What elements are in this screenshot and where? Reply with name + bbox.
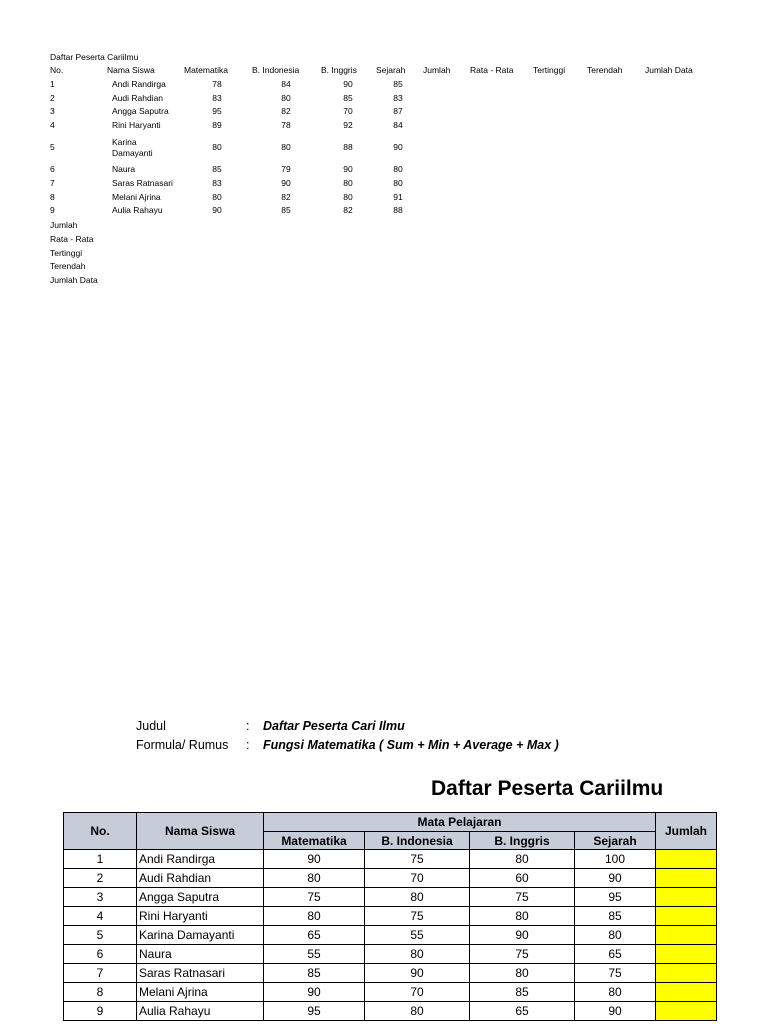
table-row [0, 93, 768, 106]
table-row [64, 945, 717, 964]
cell-name[interactable]: Saras Ratnasari [137, 964, 264, 983]
judul-value: Daftar Peserta Cari Ilmu [263, 719, 405, 733]
header-matematika: Matematika [184, 65, 228, 75]
rumus-value: Fungsi Matematika ( Sum + Min + Average + Max ) [263, 738, 559, 752]
cell-no: 3 [50, 106, 55, 116]
cell-b-inggris[interactable]: 90 [470, 926, 575, 945]
header-jumlah-data: Jumlah Data [645, 65, 693, 75]
cell-b-indonesia[interactable]: 70 [365, 869, 470, 888]
cell-no[interactable]: 4 [64, 907, 137, 926]
cell-jumlah[interactable] [656, 1002, 717, 1021]
top-sheet-header-row [0, 65, 768, 78]
cell-name[interactable]: Rini Haryanti [137, 907, 264, 926]
cell-sejarah: 85 [393, 79, 403, 89]
cell-b-indonesia[interactable]: 80 [365, 945, 470, 964]
judul-line [136, 719, 736, 735]
cell-sejarah: 80 [393, 164, 403, 174]
cell-no[interactable]: 1 [64, 850, 137, 869]
cell-jumlah[interactable] [656, 869, 717, 888]
cell-jumlah[interactable] [656, 907, 717, 926]
cell-b-indonesia: 79 [281, 164, 291, 174]
cell-b-inggris: 85 [343, 93, 353, 103]
cell-b-indonesia[interactable]: 55 [365, 926, 470, 945]
cell-matematika[interactable]: 95 [264, 1002, 365, 1021]
cell-b-inggris: 90 [343, 164, 353, 174]
cell-no: 2 [50, 93, 55, 103]
student-score-table [63, 812, 717, 1021]
cell-b-inggris[interactable]: 80 [470, 964, 575, 983]
cell-matematika: 83 [212, 178, 222, 188]
header-b-indonesia: B. Indonesia [252, 65, 300, 75]
cell-matematika[interactable]: 65 [264, 926, 365, 945]
header-jumlah: Jumlah [423, 65, 451, 75]
cell-jumlah[interactable] [656, 850, 717, 869]
table-row [64, 869, 717, 888]
rumus-label: Formula/ Rumus [136, 738, 229, 752]
cell-matematika[interactable]: 75 [264, 888, 365, 907]
cell-b-indonesia: 78 [281, 120, 291, 130]
top-sheet-title: Daftar Peserta Cariilmu [50, 52, 139, 62]
cell-no[interactable]: 5 [64, 926, 137, 945]
cell-sejarah: 91 [393, 192, 403, 202]
cell-b-indonesia: 85 [281, 205, 291, 215]
cell-b-inggris: 70 [343, 106, 353, 116]
cell-name: Rini Haryanti [112, 120, 161, 130]
cell-sejarah[interactable]: 90 [575, 869, 656, 888]
cell-matematika: 80 [212, 142, 222, 152]
cell-name: Karina Damayanti [112, 137, 153, 158]
footer-jumlah: Jumlah [50, 220, 78, 230]
col-header-no: No. [64, 813, 137, 850]
cell-matematika[interactable]: 90 [264, 850, 365, 869]
rumus-line [136, 738, 736, 754]
col-header-b-indonesia: B. Indonesia [365, 832, 470, 850]
cell-no: 1 [50, 79, 55, 89]
table-row [0, 79, 768, 92]
cell-name: Naura [112, 164, 136, 174]
cell-sejarah: 87 [393, 106, 403, 116]
cell-no: 9 [50, 205, 55, 215]
cell-sejarah[interactable]: 65 [575, 945, 656, 964]
cell-name: Angga Saputra [112, 106, 169, 116]
table-row [0, 205, 768, 218]
cell-name[interactable]: Andi Randirga [137, 850, 264, 869]
cell-jumlah[interactable] [656, 926, 717, 945]
cell-sejarah[interactable]: 80 [575, 983, 656, 1002]
header-no: No. [50, 65, 64, 75]
cell-name: Aulia Rahayu [112, 205, 163, 215]
cell-matematika[interactable]: 80 [264, 869, 365, 888]
cell-jumlah[interactable] [656, 945, 717, 964]
table-row [0, 137, 768, 159]
cell-name: Melani Ajrina [112, 192, 161, 202]
cell-sejarah: 80 [393, 178, 403, 188]
cell-b-indonesia[interactable]: 90 [365, 964, 470, 983]
rumus-colon: : [246, 738, 250, 752]
cell-no[interactable]: 2 [64, 869, 137, 888]
table-row [64, 983, 717, 1002]
cell-sejarah[interactable]: 90 [575, 1002, 656, 1021]
cell-b-inggris[interactable]: 75 [470, 888, 575, 907]
cell-name: Audi Rahdian [112, 93, 164, 103]
cell-b-indonesia: 82 [281, 106, 291, 116]
cell-sejarah: 88 [393, 205, 403, 215]
cell-name[interactable]: Karina Damayanti [137, 926, 264, 945]
cell-jumlah[interactable] [656, 888, 717, 907]
cell-no[interactable]: 3 [64, 888, 137, 907]
cell-b-indonesia[interactable]: 75 [365, 850, 470, 869]
cell-matematika: 83 [212, 93, 222, 103]
cell-matematika: 78 [212, 79, 222, 89]
cell-name[interactable]: Angga Saputra [137, 888, 264, 907]
footer-jumlah-data: Jumlah Data [50, 275, 98, 285]
table-row [64, 1002, 717, 1021]
cell-b-indonesia: 80 [281, 142, 291, 152]
cell-no: 4 [50, 120, 55, 130]
header-rata-rata: Rata - Rata [470, 65, 514, 75]
cell-matematika[interactable]: 90 [264, 983, 365, 1002]
cell-b-inggris[interactable]: 75 [470, 945, 575, 964]
table-row [0, 120, 768, 133]
cell-b-inggris[interactable]: 60 [470, 869, 575, 888]
cell-b-indonesia[interactable]: 70 [365, 983, 470, 1002]
footer-tertinggi: Tertinggi [50, 248, 83, 258]
table-row [0, 178, 768, 191]
cell-no[interactable]: 9 [64, 1002, 137, 1021]
cell-matematika[interactable]: 85 [264, 964, 365, 983]
cell-b-indonesia[interactable]: 75 [365, 907, 470, 926]
cell-name[interactable]: Aulia Rahayu [137, 1002, 264, 1021]
cell-b-indonesia[interactable]: 80 [365, 888, 470, 907]
cell-b-inggris[interactable]: 65 [470, 1002, 575, 1021]
footer-rata-rata: Rata - Rata [50, 234, 94, 244]
cell-no: 6 [50, 164, 55, 174]
table-row [64, 888, 717, 907]
cell-matematika: 90 [212, 205, 222, 215]
cell-matematika: 89 [212, 120, 222, 130]
cell-matematika[interactable]: 55 [264, 945, 365, 964]
cell-matematika[interactable]: 80 [264, 907, 365, 926]
cell-name[interactable]: Melani Ajrina [137, 983, 264, 1002]
cell-sejarah[interactable]: 85 [575, 907, 656, 926]
cell-b-indonesia: 90 [281, 178, 291, 188]
judul-label: Judul [136, 719, 166, 733]
cell-name: Andi Randirga [112, 79, 166, 89]
cell-sejarah[interactable]: 95 [575, 888, 656, 907]
cell-sejarah: 83 [393, 93, 403, 103]
header-terendah: Terendah [587, 65, 623, 75]
cell-no: 5 [50, 142, 55, 152]
col-header-jumlah: Jumlah [656, 813, 717, 850]
cell-b-inggris[interactable]: 80 [470, 907, 575, 926]
cell-b-inggris: 90 [343, 79, 353, 89]
table-row [64, 850, 717, 869]
col-header-matematika: Matematika [264, 832, 365, 850]
header-sejarah: Sejarah [376, 65, 406, 75]
cell-b-indonesia: 84 [281, 79, 291, 89]
cell-b-inggris: 92 [343, 120, 353, 130]
footer-terendah: Terendah [50, 261, 86, 271]
cell-no: 8 [50, 192, 55, 202]
main-table-title: Daftar Peserta Cariilmu [431, 777, 664, 800]
cell-sejarah[interactable]: 75 [575, 964, 656, 983]
cell-jumlah[interactable] [656, 983, 717, 1002]
col-header-name: Nama Siswa [137, 813, 264, 850]
cell-b-inggris: 80 [343, 192, 353, 202]
cell-name: Saras Ratnasari [112, 178, 173, 188]
header-b-inggris: B. Inggris [321, 65, 357, 75]
cell-sejarah[interactable]: 100 [575, 850, 656, 869]
table-row [0, 106, 768, 119]
cell-sejarah: 90 [393, 142, 403, 152]
header-tertinggi: Tertinggi [533, 65, 566, 75]
table-row [0, 164, 768, 177]
table-row [64, 907, 717, 926]
cell-b-inggris[interactable]: 80 [470, 850, 575, 869]
cell-name[interactable]: Naura [137, 945, 264, 964]
table-row [0, 192, 768, 205]
cell-no[interactable]: 8 [64, 983, 137, 1002]
header-name: Nama Siswa [107, 65, 155, 75]
cell-b-indonesia[interactable]: 80 [365, 1002, 470, 1021]
cell-sejarah: 84 [393, 120, 403, 130]
table-header-row [64, 813, 717, 832]
cell-b-indonesia: 82 [281, 192, 291, 202]
cell-jumlah[interactable] [656, 964, 717, 983]
cell-matematika: 85 [212, 164, 222, 174]
cell-b-inggris: 82 [343, 205, 353, 215]
cell-b-inggris[interactable]: 85 [470, 983, 575, 1002]
table-row [64, 964, 717, 983]
cell-b-inggris: 80 [343, 178, 353, 188]
cell-no[interactable]: 7 [64, 964, 137, 983]
cell-sejarah[interactable]: 80 [575, 926, 656, 945]
col-header-b-inggris: B. Inggris [470, 832, 575, 850]
judul-colon: : [246, 719, 250, 733]
cell-no: 7 [50, 178, 55, 188]
col-header-sejarah: Sejarah [575, 832, 656, 850]
cell-b-inggris: 88 [343, 142, 353, 152]
cell-name[interactable]: Audi Rahdian [137, 869, 264, 888]
table-row [64, 926, 717, 945]
cell-no[interactable]: 6 [64, 945, 137, 964]
cell-matematika: 95 [212, 106, 222, 116]
col-group-mata-pelajaran: Mata Pelajaran [264, 813, 656, 832]
cell-b-indonesia: 80 [281, 93, 291, 103]
cell-matematika: 80 [212, 192, 222, 202]
